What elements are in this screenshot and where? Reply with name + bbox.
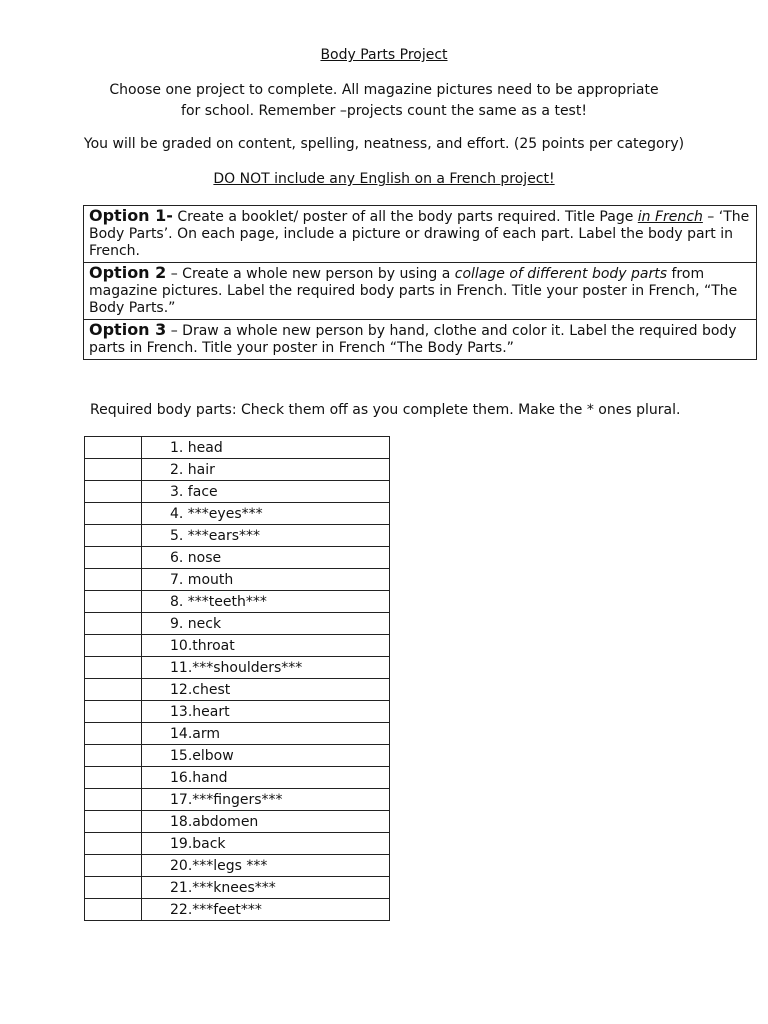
check-cell[interactable]: [85, 811, 142, 833]
body-part-item: 10.throat: [142, 635, 390, 657]
body-part-item: 4. ***eyes***: [142, 503, 390, 525]
option-text: – Draw a whole new person by hand, clothe and color it. Label the required body parts in French. Title your poster in French “The Body Parts.”: [89, 323, 737, 356]
table-row: [85, 657, 390, 679]
body-part-item: 13.heart: [142, 701, 390, 723]
option-text: – ‘The Body Parts’. On each page, include a picture or drawing of each part. Label the body part in French.: [89, 209, 750, 259]
page-title: Body Parts Project: [320, 47, 448, 63]
check-cell[interactable]: [85, 855, 142, 877]
table-row: [85, 613, 390, 635]
body-part-item: 19.back: [142, 833, 390, 855]
check-cell[interactable]: [85, 657, 142, 679]
body-part-item: 18.abdomen: [142, 811, 390, 833]
language-warning: DO NOT include any English on a French project!: [213, 171, 555, 187]
table-row: [85, 635, 390, 657]
check-cell[interactable]: [85, 635, 142, 657]
check-cell[interactable]: [85, 877, 142, 899]
table-row: [85, 569, 390, 591]
option-text: – Create a whole new person by using a: [166, 266, 455, 282]
check-cell[interactable]: [85, 503, 142, 525]
option-emphasis: collage of different body parts: [454, 266, 668, 282]
option-emphasis: in French: [637, 209, 703, 225]
table-row: [85, 547, 390, 569]
body-part-item: 3. face: [142, 481, 390, 503]
option-label: Option 1-: [89, 206, 173, 225]
check-cell[interactable]: [85, 701, 142, 723]
option-cell: [84, 263, 757, 320]
check-cell[interactable]: [85, 481, 142, 503]
table-row: [85, 877, 390, 899]
body-part-item: 7. mouth: [142, 569, 390, 591]
option-cell: [84, 206, 757, 263]
check-cell[interactable]: [85, 899, 142, 921]
required-parts-intro: Required body parts: Check them off as you complete them. Make the * ones plural.: [90, 402, 681, 418]
check-cell[interactable]: [85, 723, 142, 745]
table-row: [85, 481, 390, 503]
body-part-item: 22.***feet***: [142, 899, 390, 921]
table-row: [85, 855, 390, 877]
option-label: Option 3: [89, 320, 167, 339]
body-parts-table: [84, 436, 390, 921]
table-row: [85, 899, 390, 921]
table-row: [85, 591, 390, 613]
check-cell[interactable]: [85, 569, 142, 591]
table-row: [85, 459, 390, 481]
body-part-item: 11.***shoulders***: [142, 657, 390, 679]
table-row: [85, 811, 390, 833]
check-cell[interactable]: [85, 767, 142, 789]
body-part-item: 9. neck: [142, 613, 390, 635]
option-label: Option 2: [89, 263, 167, 282]
table-row: [85, 437, 390, 459]
check-cell[interactable]: [85, 437, 142, 459]
option-row-3: [84, 320, 757, 360]
body-part-item: 12.chest: [142, 679, 390, 701]
table-row: [85, 767, 390, 789]
body-part-item: 16.hand: [142, 767, 390, 789]
body-part-item: 15.elbow: [142, 745, 390, 767]
body-part-item: 8. ***teeth***: [142, 591, 390, 613]
check-cell[interactable]: [85, 547, 142, 569]
body-part-item: 1. head: [142, 437, 390, 459]
check-cell[interactable]: [85, 745, 142, 767]
check-cell[interactable]: [85, 525, 142, 547]
body-part-item: 5. ***ears***: [142, 525, 390, 547]
option-text: from magazine pictures. Label the required body parts in French. Title your poster in French, “The Body Parts.”: [89, 266, 738, 316]
check-cell[interactable]: [85, 679, 142, 701]
options-table: [83, 205, 757, 360]
check-cell[interactable]: [85, 789, 142, 811]
option-row-2: [84, 263, 757, 320]
body-part-item: 20.***legs ***: [142, 855, 390, 877]
check-cell[interactable]: [85, 591, 142, 613]
grading-note: You will be graded on content, spelling, neatness, and effort. (25 points per category): [83, 136, 685, 152]
table-row: [85, 679, 390, 701]
table-row: [85, 745, 390, 767]
check-cell[interactable]: [85, 833, 142, 855]
table-row: [85, 789, 390, 811]
check-cell[interactable]: [85, 613, 142, 635]
body-part-item: 21.***knees***: [142, 877, 390, 899]
body-part-item: 6. nose: [142, 547, 390, 569]
table-row: [85, 701, 390, 723]
check-cell[interactable]: [85, 459, 142, 481]
option-row-1: [84, 206, 757, 263]
option-cell: [84, 320, 757, 360]
body-part-item: 2. hair: [142, 459, 390, 481]
table-row: [85, 525, 390, 547]
option-text: Create a booklet/ poster of all the body parts required. Title Page: [172, 209, 638, 225]
table-row: [85, 503, 390, 525]
table-row: [85, 833, 390, 855]
body-part-item: 14.arm: [142, 723, 390, 745]
instructions: Choose one project to complete. All magazine pictures need to be appropriate for school. Remember –projects count the same as a test!: [109, 82, 659, 119]
body-part-item: 17.***fingers***: [142, 789, 390, 811]
table-row: [85, 723, 390, 745]
